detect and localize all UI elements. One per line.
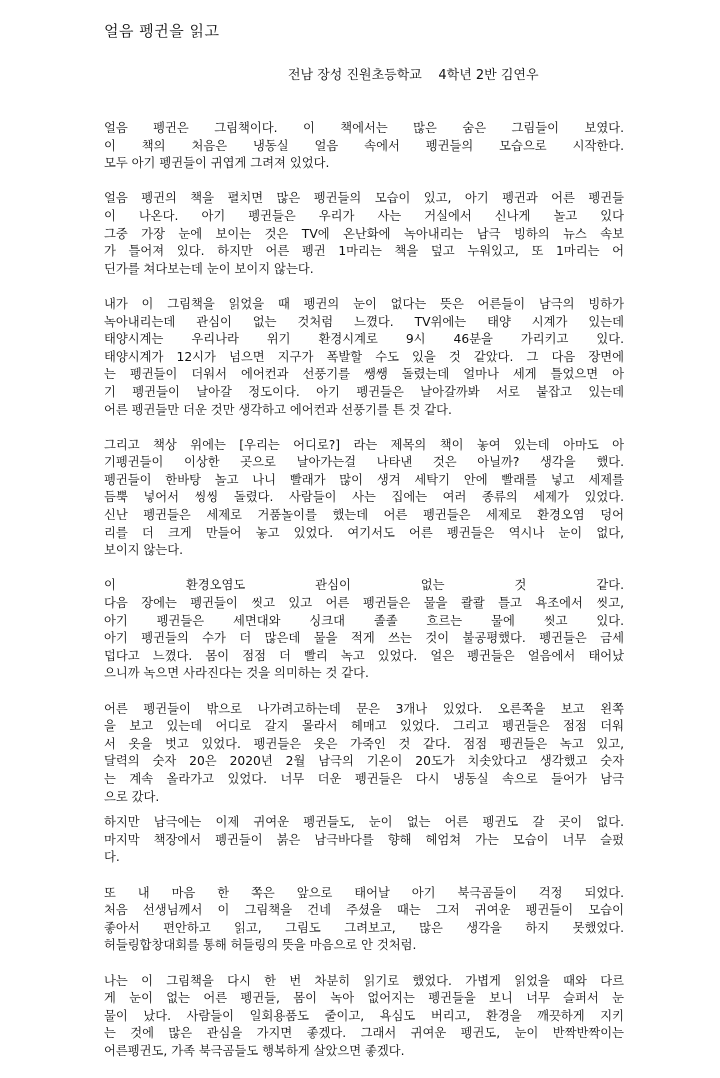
text-line: 서 옷을 벗고 있었다. 펭귄들은 옷은 가죽인 것 같다. 점점 펭귄들은 녹고 있고,: [104, 736, 624, 751]
text-line: 나는 이 그림책을 다시 한 번 차분히 읽기로 했었다. 가볍게 읽었을 때와 다르: [104, 973, 624, 988]
text-line: 덥다고 느꼈다. 몸이 점점 더 빨리 녹고 있었다. 얼은 펭귄들은 얼음에서 태어났: [104, 648, 624, 663]
text-line: 이 나온다. 아기 펭귄들은 우리가 사는 거실에서 신나게 놀고 있다: [104, 208, 624, 223]
text-line: 는 것에 많은 관심을 가지면 좋겠다. 그래서 귀여운 펭귄도, 눈이 반짝반짝이는: [104, 1026, 624, 1041]
text-line: 그중 가장 눈에 보이는 것은 TV에 온난화에 녹아내리는 남극 빙하의 뉴스 속보: [104, 226, 624, 241]
text-line: 얼음 펭귄의 책을 펼치면 많은 펭귄들의 모습이 있고, 아기 펭귄과 어른 펭귄들: [104, 191, 624, 206]
paragraph: [104, 437, 624, 560]
text-line: 리를 더 크게 만들어 놓고 있었다. 여기서도 어른 펭귄들은 역시나 눈이 없다,: [104, 525, 624, 540]
text-line: 아기 펭귄들은 세면대와 싱크대 졸졸 흐르는 물에 씻고 있다.: [104, 613, 624, 628]
author-byline: 전남 장성 진원초등학교 4학년 2반 김연우: [288, 68, 539, 83]
text-line: 기펭귄들이 이상한 곳으로 날아가는걸 나타낸 것은 아닐까? 생각을 했다.: [104, 455, 624, 470]
text-line: 태양시계가 12시가 넘으면 지구가 폭발할 수도 있을 것 같았다. 그 다음 장면에: [104, 349, 624, 364]
text-line: 이 책의 처음은 냉동실 얼음 속에서 펭귄들의 모습으로 시작한다.: [104, 138, 624, 153]
paragraph: [104, 296, 624, 419]
text-line: 태양시계는 우리나라 위기 환경시계로 9시 46분을 가리키고 있다.: [104, 332, 624, 347]
text-line: 기 펭귄들이 날아갈 정도이다. 아기 펭귄들은 날아갈까봐 서로 붙잡고 있는데: [104, 384, 624, 399]
text-line: 게 눈이 없는 어른 펭귄들, 몸이 녹아 없어지는 펭귄들을 보니 너무 슬퍼서 눈: [104, 991, 624, 1006]
paragraph: [104, 190, 624, 278]
text-line: 허들링합창대회를 통해 허들링의 뜻을 마음으로 안 것처럼.: [104, 938, 417, 953]
text-line: 얼음 펭귄은 그림책이다. 이 책에서는 많은 숨은 그림들이 보였다.: [104, 121, 624, 135]
text-line: 달력의 숫자 20은 2020년 2월 남극의 기온이 20도가 치솟았다고 생각했고 숫자: [104, 754, 624, 769]
text-line: 으니까 녹으면 사라진다는 것을 의미하는 것 같다.: [104, 666, 369, 681]
text-line: 하지만 남극에는 이제 귀여운 펭귄들도, 눈이 없는 어른 펭귄도 갈 곳이 없다.: [104, 815, 624, 830]
text-line: 그리고 책상 위에는 [우리는 어디로?] 라는 제목의 책이 놓여 있는데 아마도 아: [104, 437, 624, 452]
text-line: 마지막 책장에서 펭귄들이 붉은 남극바다를 향해 헤엄쳐 가는 모습이 너무 슬펐: [104, 832, 624, 847]
text-line: 을 보고 있는데 어디로 갈지 몰라서 헤매고 있었다. 그리고 펭귄들은 점점 더워: [104, 719, 624, 734]
paragraph: [104, 885, 624, 955]
text-line: 펭귄들이 한바탕 놀고 나니 빨래가 많이 생겨 세탁기 안에 빨래를 넣고 세제를: [104, 472, 624, 487]
text-line: 다.: [104, 850, 120, 865]
text-line: 좋아서 편안하고 읽고, 그림도 그려보고, 많은 생각을 하지 못했었다.: [104, 920, 624, 935]
paragraph: [104, 973, 624, 1061]
text-line: 아기 펭귄들의 수가 더 많은데 물을 적게 쓰는 것이 불공평했다. 펭귄들은 금세: [104, 631, 624, 646]
text-line: 이 환경오염도 관심이 없는 것 같다.: [104, 578, 624, 593]
text-line: 모두 아기 펭귄들이 귀엽게 그려져 있었다.: [104, 156, 330, 171]
text-line: 다음 장에는 펭귄들이 씻고 있고 어른 펭귄들은 물을 콸콸 틀고 욕조에서 씻고,: [104, 596, 624, 611]
essay-title: 얼음 펭귄을 읽고: [104, 22, 220, 40]
text-line: 녹아내리는데 관심이 없는 것처럼 느꼈다. TV위에는 태양 시계가 있는데: [104, 314, 624, 329]
text-line: 는 펭귄들이 더워서 에어컨과 선풍기를 쌩쌩 돌렸는데 얼마나 세게 틀었으면 아: [104, 367, 624, 382]
paragraph: [104, 577, 624, 683]
text-line: 어른 펭귄들이 밖으로 나가려고하는데 문은 3개나 있었다. 오른쪽을 보고 왼쪽: [104, 701, 624, 716]
text-line: 내가 이 그림책을 읽었을 때 펭귄의 눈이 없다는 뜻은 어른들이 남극의 빙하가: [104, 296, 624, 311]
text-line: 어른펭귄도, 가족 북극곰들도 행복하게 살았으면 좋겠다.: [104, 1043, 405, 1058]
essay-body: [104, 120, 624, 1078]
text-line: 으로 갔다.: [104, 789, 160, 804]
text-line: 보이지 않는다.: [104, 543, 184, 558]
text-line: 가 틀어져 있다. 하지만 어른 펭귄 1마리는 책을 덮고 누워있고, 또 1마리는 어: [104, 244, 624, 259]
text-line: 신난 펭귄들은 세제로 거품놀이를 했는데 어른 펭귄들은 세제로 환경오염 덩어: [104, 508, 624, 523]
paragraph: [104, 701, 624, 807]
text-line: 또 내 마음 한 쪽은 앞으로 태어날 아기 북극곰들이 걱정 되었다.: [104, 885, 624, 900]
text-line: 처음 선생님께서 이 그림책을 건네 주셨을 때는 그저 귀여운 펭귄들이 모습이: [104, 903, 624, 918]
text-line: 물이 났다. 사람들이 일회용품도 줄이고, 욕심도 버리고, 환경을 깨끗하게 지키: [104, 1008, 624, 1023]
text-line: 딘가를 쳐다보는데 눈이 보이지 않는다.: [104, 261, 314, 276]
text-line: 어른 펭귄들만 더운 것만 생각하고 에어컨과 선풍기를 튼 것 같다.: [104, 402, 452, 417]
text-line: 는 계속 올라가고 있었다. 너무 더운 펭귄들은 다시 냉동실 속으로 들어가 남극: [104, 771, 624, 786]
text-line: 듬뿍 넣어서 씽씽 돌렸다. 사람들이 사는 집에는 여러 종류의 세제가 있었다.: [104, 490, 624, 505]
paragraph: [104, 814, 624, 867]
paragraph: [104, 120, 624, 173]
